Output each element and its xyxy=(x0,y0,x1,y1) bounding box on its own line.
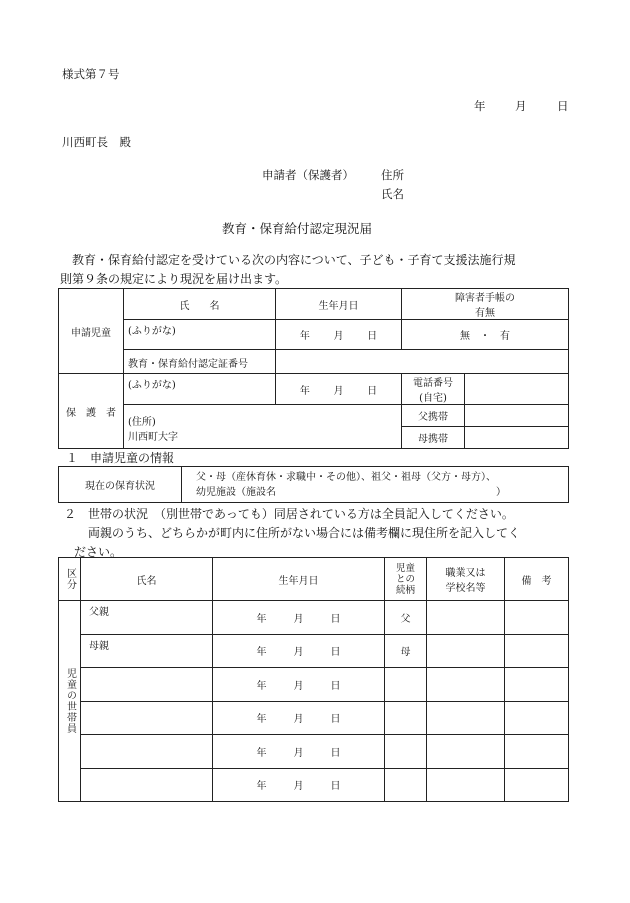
member-relation-cell[interactable] xyxy=(385,668,427,702)
member-note-cell[interactable] xyxy=(505,701,569,735)
col-member-birth-header: 生年月日 xyxy=(213,558,385,601)
member-relation-cell[interactable] xyxy=(385,768,427,802)
household-table xyxy=(58,557,569,802)
member-name: 父親 xyxy=(89,607,109,618)
day-label: 日 xyxy=(330,680,341,692)
member-name-cell[interactable] xyxy=(81,735,213,769)
child-name-cell[interactable] xyxy=(124,320,276,350)
month-label: 月 xyxy=(293,613,304,625)
guardian-address-cell[interactable] xyxy=(124,405,402,449)
child-birth-cell[interactable] xyxy=(276,320,402,350)
table-row xyxy=(59,634,569,668)
year-label: 年 xyxy=(256,680,267,692)
member-note-cell[interactable] xyxy=(505,601,569,635)
member-name-cell[interactable] xyxy=(81,634,213,668)
applicant-address-label: 住所 xyxy=(381,168,404,182)
childcare-status-cell[interactable] xyxy=(182,467,569,503)
disability-header-line-1: 障害者手帳の xyxy=(455,293,515,304)
member-note-cell[interactable] xyxy=(505,634,569,668)
member-birth-cell[interactable] xyxy=(213,601,385,635)
day-label: 日 xyxy=(330,747,341,759)
phone-home-cell[interactable] xyxy=(465,374,569,405)
member-relation-cell[interactable] xyxy=(385,735,427,769)
month-label: 月 xyxy=(333,331,344,342)
member-name: 母親 xyxy=(89,640,109,652)
childcare-status-label: 現在の保育状況 xyxy=(59,467,182,503)
table-row xyxy=(59,701,569,735)
member-birth-cell[interactable] xyxy=(213,735,385,769)
col-note-header: 備 考 xyxy=(505,558,569,601)
father-mobile-cell[interactable] xyxy=(465,405,569,427)
col-member-name-header: 氏名 xyxy=(81,558,213,601)
cert-number-cell[interactable] xyxy=(276,350,569,374)
month-label: 月 xyxy=(293,747,304,759)
member-job-cell[interactable] xyxy=(427,701,505,735)
furigana-label: (ふりがな) xyxy=(128,326,176,337)
member-name-cell[interactable] xyxy=(81,601,213,635)
guardian-birth-cell[interactable] xyxy=(276,374,402,405)
table-row xyxy=(59,735,569,769)
day-label: 日 xyxy=(330,613,341,625)
member-name-cell[interactable] xyxy=(81,768,213,802)
applicant-child-label: 申請児童 xyxy=(59,289,124,374)
applicant-table xyxy=(58,288,569,449)
month-label: 月 xyxy=(293,680,304,692)
year-label: 年 xyxy=(256,714,267,726)
member-note-cell[interactable] xyxy=(505,668,569,702)
guardian-name-cell[interactable] xyxy=(124,374,276,405)
col-kubun-header: 区分 xyxy=(59,558,81,601)
document-title: 教育・保育給付認定現況届 xyxy=(222,221,373,236)
year-label: 年 xyxy=(299,331,310,342)
date-day-label: 日 xyxy=(557,99,569,113)
member-job-cell[interactable] xyxy=(427,601,505,635)
col-relation-header: 児童との続柄 xyxy=(385,558,427,601)
month-label: 月 xyxy=(333,385,344,397)
member-note-cell[interactable] xyxy=(505,768,569,802)
section-2-note-2: ださい。 xyxy=(74,545,123,559)
table-row xyxy=(59,668,569,702)
disability-value-cell[interactable]: 無 ・ 有 xyxy=(402,320,569,350)
childcare-status-table xyxy=(58,466,569,503)
intro-paragraph xyxy=(60,251,516,289)
address-label: (住所) xyxy=(128,416,156,428)
member-birth-cell[interactable] xyxy=(213,768,385,802)
phone-label-line-1: 電話番号 xyxy=(413,378,453,389)
member-note-cell[interactable] xyxy=(505,735,569,769)
section-2-heading: ２ 世帯の状況 （別世帯であっても）同居されている方は全員記入してください。 xyxy=(64,507,514,521)
member-relation-cell[interactable] xyxy=(385,634,427,668)
member-name-cell[interactable] xyxy=(81,701,213,735)
applicant-name-label: 氏名 xyxy=(381,187,404,201)
mother-mobile-label: 母携帯 xyxy=(402,427,465,449)
section-1-heading: １ 申請児童の情報 xyxy=(66,451,175,465)
col-disability-header xyxy=(402,289,569,320)
childcare-status-line-2: 幼児施設（施設名 ） xyxy=(196,486,506,498)
member-job-cell[interactable] xyxy=(427,735,505,769)
disability-header-line-2: 有無 xyxy=(475,308,495,319)
section-2-note-1: 両親のうち、どちらかが町内に住所がない場合には備考欄に現住所を記入してく xyxy=(88,526,521,540)
father-mobile-label: 父携帯 xyxy=(402,405,465,427)
day-label: 日 xyxy=(330,781,341,793)
year-label: 年 xyxy=(256,781,267,793)
intro-line-2: 則第９条の規定により現況を届け出ます。 xyxy=(60,272,288,286)
table-row xyxy=(59,768,569,802)
member-name-cell[interactable] xyxy=(81,668,213,702)
childcare-status-line-1: 父・母（産休育休・求職中・その他）、祖父・祖母（父方・母方）、 xyxy=(196,471,496,483)
member-job-cell[interactable] xyxy=(427,668,505,702)
member-relation: 父 xyxy=(400,613,411,625)
month-label: 月 xyxy=(293,647,304,659)
day-label: 日 xyxy=(367,385,378,397)
month-label: 月 xyxy=(293,714,304,726)
member-relation-cell[interactable] xyxy=(385,601,427,635)
section-2-text xyxy=(64,505,520,562)
col-name-header: 氏 名 xyxy=(124,289,276,320)
member-relation: 母 xyxy=(400,647,411,659)
member-birth-cell[interactable] xyxy=(213,668,385,702)
intro-line-1: 教育・保育給付認定を受けている次の内容について、子ども・子育て支援法施行規 xyxy=(60,253,516,267)
household-group-label: 児童の世帯員 xyxy=(59,601,81,802)
member-job-cell[interactable] xyxy=(427,768,505,802)
col-birth-header: 生年月日 xyxy=(276,289,402,320)
year-label: 年 xyxy=(256,747,267,759)
member-birth-cell[interactable] xyxy=(213,701,385,735)
table-row xyxy=(59,601,569,635)
applicant-label: 申請者（保護者） xyxy=(262,168,354,182)
phone-home-label xyxy=(402,374,465,405)
furigana-label-2: (ふりがな) xyxy=(128,380,176,391)
year-label: 年 xyxy=(256,613,267,625)
cert-number-label: 教育・保育給付認定証番号 xyxy=(124,350,276,374)
day-label: 日 xyxy=(367,331,378,342)
col-job-header: 職業又は 学校名等 xyxy=(427,558,505,601)
member-job-cell[interactable] xyxy=(427,634,505,668)
day-label: 日 xyxy=(330,647,341,659)
addressee: 川西町長 殿 xyxy=(62,135,131,149)
year-label: 年 xyxy=(299,385,310,397)
member-relation-cell[interactable] xyxy=(385,701,427,735)
date-year-label: 年 xyxy=(474,99,486,113)
year-label: 年 xyxy=(256,647,267,659)
address-value: 川西町大字 xyxy=(128,431,178,443)
date-month-label: 月 xyxy=(515,99,527,113)
phone-label-line-2: (自宅) xyxy=(419,393,447,404)
day-label: 日 xyxy=(330,714,341,726)
form-number: 様式第７号 xyxy=(62,67,120,81)
member-birth-cell[interactable] xyxy=(213,634,385,668)
month-label: 月 xyxy=(293,781,304,793)
mother-mobile-cell[interactable] xyxy=(465,427,569,449)
guardian-label: 保 護 者 xyxy=(59,374,124,449)
